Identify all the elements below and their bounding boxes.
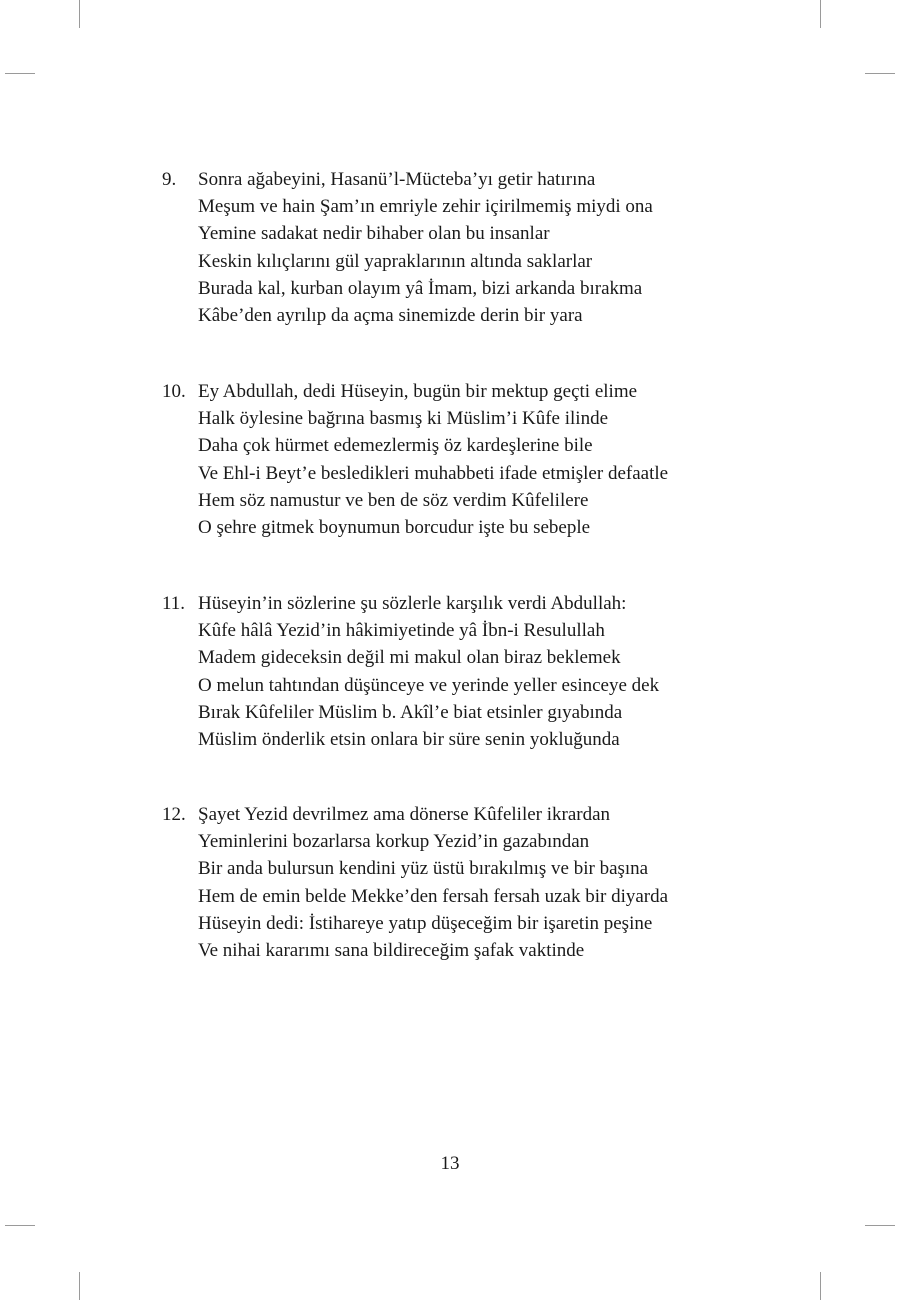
stanza-9 xyxy=(162,166,762,329)
crop-mark-bottom-left xyxy=(79,1272,80,1300)
verse-line: Daha çok hürmet edemezlermiş öz kardeşlerine bile xyxy=(198,435,593,457)
stanza-number: 9. xyxy=(162,169,177,190)
verse-line: Bir anda bulursun kendini yüz üstü bırakılmış ve bir başına xyxy=(198,858,649,880)
verse-line: O şehre gitmek boynumun borcudur işte bu sebeple xyxy=(198,517,591,539)
stanza-number: 10. xyxy=(162,381,186,402)
verse-line: Bırak Kûfeliler Müslim b. Akîl’e biat etsinler gıyabında xyxy=(198,701,623,723)
verse-line: Yemine sadakat nedir bihaber olan bu insanlar xyxy=(198,223,550,245)
verse-line: Hem de emin belde Mekke’den fersah fersah uzak bir diyarda xyxy=(198,885,669,907)
verse-line: Madem gideceksin değil mi makul olan biraz beklemek xyxy=(198,647,621,669)
verse-line: Kâbe’den ayrılıp da açma sinemizde derin bir yara xyxy=(198,305,583,327)
verse-line: Ve nihai kararımı sana bildireceğim şafak vaktinde xyxy=(198,940,585,962)
stanza-lines xyxy=(198,166,762,329)
crop-mark-left-top xyxy=(5,73,35,74)
crop-mark-right-bottom xyxy=(865,1225,895,1226)
stanza-11 xyxy=(162,590,762,753)
verse-line: Keskin kılıçlarını gül yapraklarının altında saklarlar xyxy=(198,250,593,272)
crop-mark-top-right xyxy=(820,0,821,28)
crop-mark-right-top xyxy=(865,73,895,74)
verse-line: Halk öylesine bağrına basmış ki Müslim’i Kûfe ilinde xyxy=(198,408,609,430)
stanza-lines xyxy=(198,801,762,964)
verse-line: Meşum ve hain Şam’ın emriyle zehir içirilmemiş miydi ona xyxy=(198,196,653,218)
stanza-number: 11. xyxy=(162,593,186,614)
verse-line: Şayet Yezid devrilmez ama dönerse Kûfeliler ikrardan xyxy=(198,804,611,825)
verse-line: Yeminlerini bozarlarsa korkup Yezid’in gazabından xyxy=(198,831,590,853)
crop-mark-bottom-right xyxy=(820,1272,821,1300)
verse-line: O melun tahtından düşünceye ve yerinde yeller esinceye dek xyxy=(198,674,660,696)
verse-line: Ey Abdullah, dedi Hüseyin, bugün bir mektup geçti elime xyxy=(198,381,638,402)
stanza-12 xyxy=(162,801,762,964)
crop-mark-top-left xyxy=(79,0,80,28)
verse-line: Ve Ehl-i Beyt’e besledikleri muhabbeti ifade etmişler defaatle xyxy=(198,462,669,484)
verse-line: Müslim önderlik etsin onlara bir süre senin yokluğunda xyxy=(198,729,620,751)
crop-mark-left-bottom xyxy=(5,1225,35,1226)
verse-line: Hüseyin’in sözlerine şu sözlerle karşılık verdi Abdullah: xyxy=(198,593,627,614)
verse-line: Sonra ağabeyini, Hasanü’l-Mücteba’yı getir hatırına xyxy=(198,169,596,190)
verse-line: Hem söz namustur ve ben de söz verdim Kûfelilere xyxy=(198,489,589,511)
verse-line: Kûfe hâlâ Yezid’in hâkimiyetinde yâ İbn-i Resulullah xyxy=(198,620,605,642)
verse-line: Burada kal, kurban olayım yâ İmam, bizi arkanda bırakma xyxy=(198,277,643,299)
stanza-10 xyxy=(162,378,762,541)
stanza-number: 12. xyxy=(162,804,186,825)
stanza-lines xyxy=(198,590,762,753)
stanza-lines xyxy=(198,378,762,541)
verse-line: Hüseyin dedi: İstihareye yatıp düşeceğim bir işaretin peşine xyxy=(198,912,653,934)
page-number: 13 xyxy=(440,1153,460,1174)
